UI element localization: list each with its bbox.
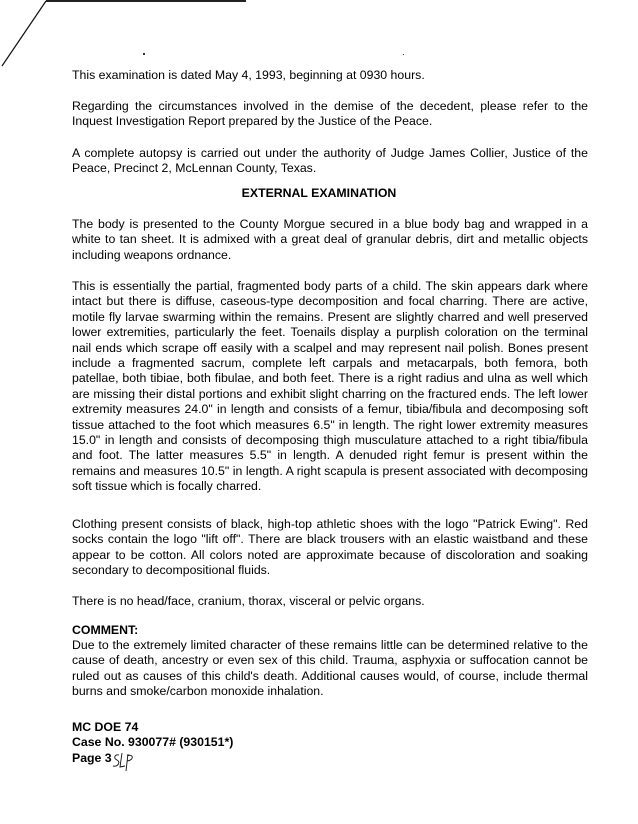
exam-date-text: This examination is dated May 4, 1993, beginning at 0930 hours. [72, 68, 425, 82]
circumstances-text: Regarding the circumstances involved in the demise of the decedent, please refer to the Inquest Investigation Report prepared by the Justice of the Peace. [72, 99, 588, 129]
scan-edge-mark [46, 0, 246, 2]
page-number: Page 3 [72, 750, 112, 765]
comment-heading: COMMENT: [72, 623, 139, 637]
scan-speck [403, 54, 404, 55]
case-name: MC DOE 74 [72, 720, 139, 734]
case-footer [72, 720, 233, 766]
handwritten-initials-icon [111, 751, 137, 775]
external-examination-heading: EXTERNAL EXAMINATION [241, 186, 397, 200]
comment-text: Due to the extremely limited character of these remains little can be determined relative to the cause of death, ancestry or even sex of this child. Trauma, asphyxia or suffocation cannot be ruled out as causes of this child's death. Additional causes would, of course, include thermal burns and smoke/carbon monoxide inhalation. [72, 638, 588, 699]
clothing-paragraph: Clothing present consists of black, high-top athletic shoes with the logo "Patrick Ewing". Red socks contain the logo "lift off". There are black trousers with an elastic waistband and these appear to be cotton. All colors noted are approximate because of discoloration and soaking secondary to decompositional fluids. [72, 517, 588, 578]
case-number: Case No. 930077# (930151*) [72, 735, 234, 750]
body-presentation-paragraph: The body is presented to the County Morgue secured in a blue body bag and wrapped in a white to tan sheet. It is admixed with a great deal of granular debris, dirt and metallic objects including weapons ordnance. [72, 217, 588, 262]
page-corner-mark-icon [0, 0, 60, 70]
scan-speck [143, 53, 145, 55]
authority-text: A complete autopsy is carried out under the authority of Judge James Collier, Justice of the Peace, Precinct 2, McLennan County, Texas. [72, 146, 588, 176]
body-findings-paragraph: This is essentially the partial, fragmented body parts of a child. The skin appears dark where intact but there is diffuse, caseous-type decomposition and focal charring. There are active, motile fly larvae swarming within the remains. Present are slightly charred and well preserved lower extremities, particularly the feet. Toenails display a purplish coloration on the terminal nail ends which scrape off easily with a scalpel and may represent nail polish. Bones present include a fragmented sacrum, complete left carpals and metacarpals, both femora, both patellae, both tibiae, both fibulae, and both feet. There is a right radius and ulna as well which are missing their distal portions and exhibit slight charring on the fractured ends. The left lower extremity measures 24.0" in length and consists of a femur, tibia/fibula and decomposing soft tissue attached to the foot which measures 6.5" in length. The right lower extremity measures 15.0" in length and consists of decomposing thigh musculature attached to a right tibia/fibula and foot. The latter measures 5.5" in length. A denuded right femur is present within the remains and measures 10.5" in length. A right scapula is present associated with decomposing soft tissue which is focally charred. [72, 279, 588, 494]
absent-organs-paragraph: There is no head/face, cranium, thorax, visceral or pelvic organs. [72, 594, 425, 608]
